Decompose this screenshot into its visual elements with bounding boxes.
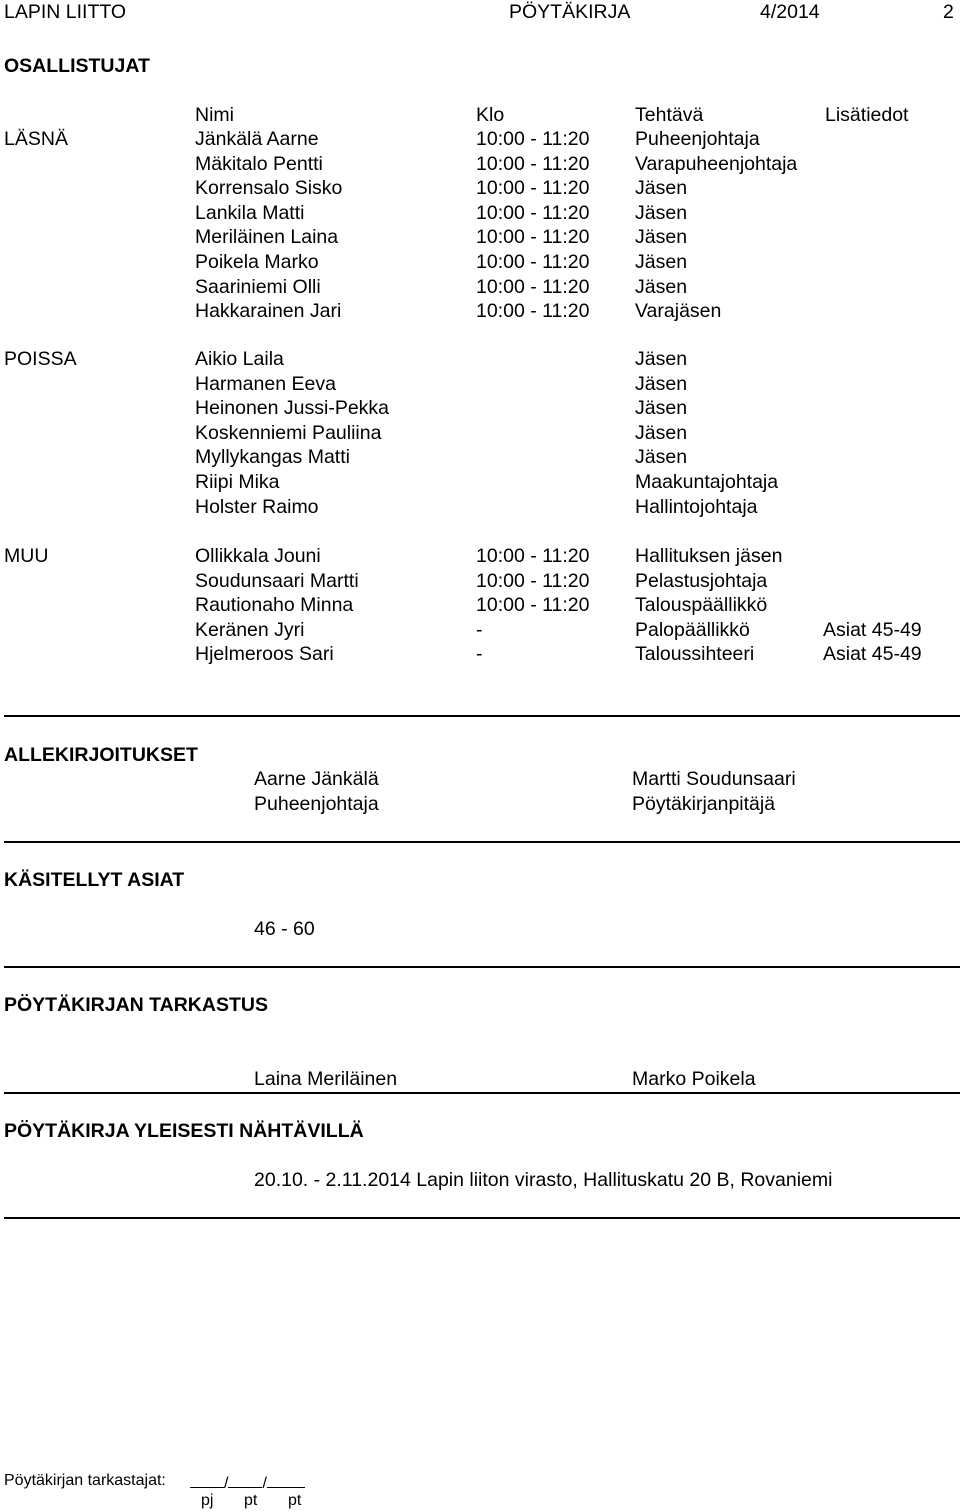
participant-name: Rautionaho Minna <box>195 594 354 616</box>
participant-time: 10:00 - 11:20 <box>476 202 590 224</box>
initials-separator: / <box>262 1475 267 1492</box>
participant-time: - <box>476 643 483 665</box>
document-type: PÖYTÄKIRJA <box>509 1 631 23</box>
initials-blank <box>228 1473 262 1488</box>
participant-role: Jäsen <box>635 202 688 224</box>
section-divider <box>4 841 960 843</box>
participant-role: Hallintojohtaja <box>635 496 758 518</box>
participant-role: Jäsen <box>635 422 688 444</box>
section-divider <box>4 1217 960 1219</box>
section-divider <box>4 1092 960 1094</box>
participant-role: Jäsen <box>635 446 688 468</box>
participant-role: Talouspäällikkö <box>635 594 768 616</box>
column-header-info: Lisätiedot <box>825 104 909 126</box>
participant-name: Hjelmeroos Sari <box>195 643 334 665</box>
participant-time: 10:00 - 11:20 <box>476 251 590 273</box>
organization-name: LAPIN LIITTO <box>4 1 127 23</box>
handled-heading: KÄSITELLYT ASIAT <box>4 869 185 891</box>
participant-name: Korrensalo Sisko <box>195 177 343 199</box>
signature-left-name: Aarne Jänkälä <box>254 768 379 790</box>
participant-name: Lankila Matti <box>195 202 305 224</box>
column-header-name: Nimi <box>195 104 234 126</box>
group-label: LÄSNÄ <box>4 128 68 150</box>
participant-name: Harmanen Eeva <box>195 373 336 395</box>
column-header-time: Klo <box>476 104 505 126</box>
participant-role: Hallituksen jäsen <box>635 545 783 567</box>
participant-time: 10:00 - 11:20 <box>476 177 590 199</box>
reviewer-right: Marko Poikela <box>632 1068 756 1090</box>
participant-name: Aikio Laila <box>195 348 284 370</box>
participant-name: Ollikkala Jouni <box>195 545 321 567</box>
participant-name: Holster Raimo <box>195 496 319 518</box>
participant-role: Varajäsen <box>635 300 722 322</box>
signatures-heading: ALLEKIRJOITUKSET <box>4 744 198 766</box>
reviewer-left: Laina Meriläinen <box>254 1068 398 1090</box>
participant-time: 10:00 - 11:20 <box>476 153 590 175</box>
review-heading: PÖYTÄKIRJAN TARKASTUS <box>4 994 268 1016</box>
footer-initials-line <box>190 1473 305 1492</box>
participant-time: 10:00 - 11:20 <box>476 545 590 567</box>
participant-time: 10:00 - 11:20 <box>476 300 590 322</box>
participant-time: 10:00 - 11:20 <box>476 276 590 298</box>
participant-name: Poikela Marko <box>195 251 319 273</box>
participant-time: 10:00 - 11:20 <box>476 128 590 150</box>
group-label: MUU <box>4 545 49 567</box>
participant-role: Jäsen <box>635 348 688 370</box>
page-number: 2 <box>943 1 954 23</box>
footer-initial-pj: pj <box>201 1492 214 1509</box>
participant-role: Maakuntajohtaja <box>635 471 779 493</box>
footer-reviewers-label: Pöytäkirjan tarkastajat: <box>4 1472 166 1489</box>
participant-role: Pelastusjohtaja <box>635 570 768 592</box>
footer-initial-pt: pt <box>288 1492 302 1509</box>
participant-role: Jäsen <box>635 177 688 199</box>
public-heading: PÖYTÄKIRJA YLEISESTI NÄHTÄVILLÄ <box>4 1120 364 1142</box>
participant-name: Heinonen Jussi-Pekka <box>195 397 390 419</box>
section-divider <box>4 715 960 717</box>
initials-separator: / <box>224 1475 229 1492</box>
participant-name: Riipi Mika <box>195 471 280 493</box>
initials-blank <box>190 1473 224 1488</box>
participant-role: Taloussihteeri <box>635 643 755 665</box>
signature-left-title: Puheenjohtaja <box>254 793 379 815</box>
participant-name: Soudunsaari Martti <box>195 570 359 592</box>
participant-info: Asiat 45-49 <box>823 619 922 641</box>
participant-role: Palopäällikkö <box>635 619 750 641</box>
participant-time: 10:00 - 11:20 <box>476 226 590 248</box>
public-display-info: 20.10. - 2.11.2014 Lapin liiton virasto, Hallituskatu 20 B, Rovaniemi <box>254 1169 833 1191</box>
signature-right-title: Pöytäkirjanpitäjä <box>632 793 776 815</box>
participant-name: Keränen Jyri <box>195 619 305 641</box>
participant-role: Jäsen <box>635 276 688 298</box>
participants-heading: OSALLISTUJAT <box>4 55 150 77</box>
signature-right-name: Martti Soudunsaari <box>632 768 796 790</box>
participant-role: Puheenjohtaja <box>635 128 760 150</box>
participant-time: - <box>476 619 483 641</box>
participant-role: Jäsen <box>635 226 688 248</box>
participant-time: 10:00 - 11:20 <box>476 594 590 616</box>
column-header-role: Tehtävä <box>635 104 704 126</box>
participant-role: Jäsen <box>635 397 688 419</box>
participant-name: Hakkarainen Jari <box>195 300 342 322</box>
participant-role: Varapuheenjohtaja <box>635 153 798 175</box>
initials-blank <box>267 1473 305 1488</box>
participant-name: Mäkitalo Pentti <box>195 153 323 175</box>
participant-name: Meriläinen Laina <box>195 226 339 248</box>
participant-name: Saariniemi Olli <box>195 276 321 298</box>
handled-items-range: 46 - 60 <box>254 918 315 940</box>
participant-name: Jänkälä Aarne <box>195 128 319 150</box>
participant-info: Asiat 45-49 <box>823 643 922 665</box>
participant-name: Myllykangas Matti <box>195 446 350 468</box>
participant-role: Jäsen <box>635 251 688 273</box>
participant-role: Jäsen <box>635 373 688 395</box>
footer-initial-pt: pt <box>244 1492 258 1509</box>
participant-time: 10:00 - 11:20 <box>476 570 590 592</box>
group-label: POISSA <box>4 348 77 370</box>
participant-name: Koskenniemi Pauliina <box>195 422 382 444</box>
document-number: 4/2014 <box>760 1 820 23</box>
section-divider <box>4 966 960 968</box>
